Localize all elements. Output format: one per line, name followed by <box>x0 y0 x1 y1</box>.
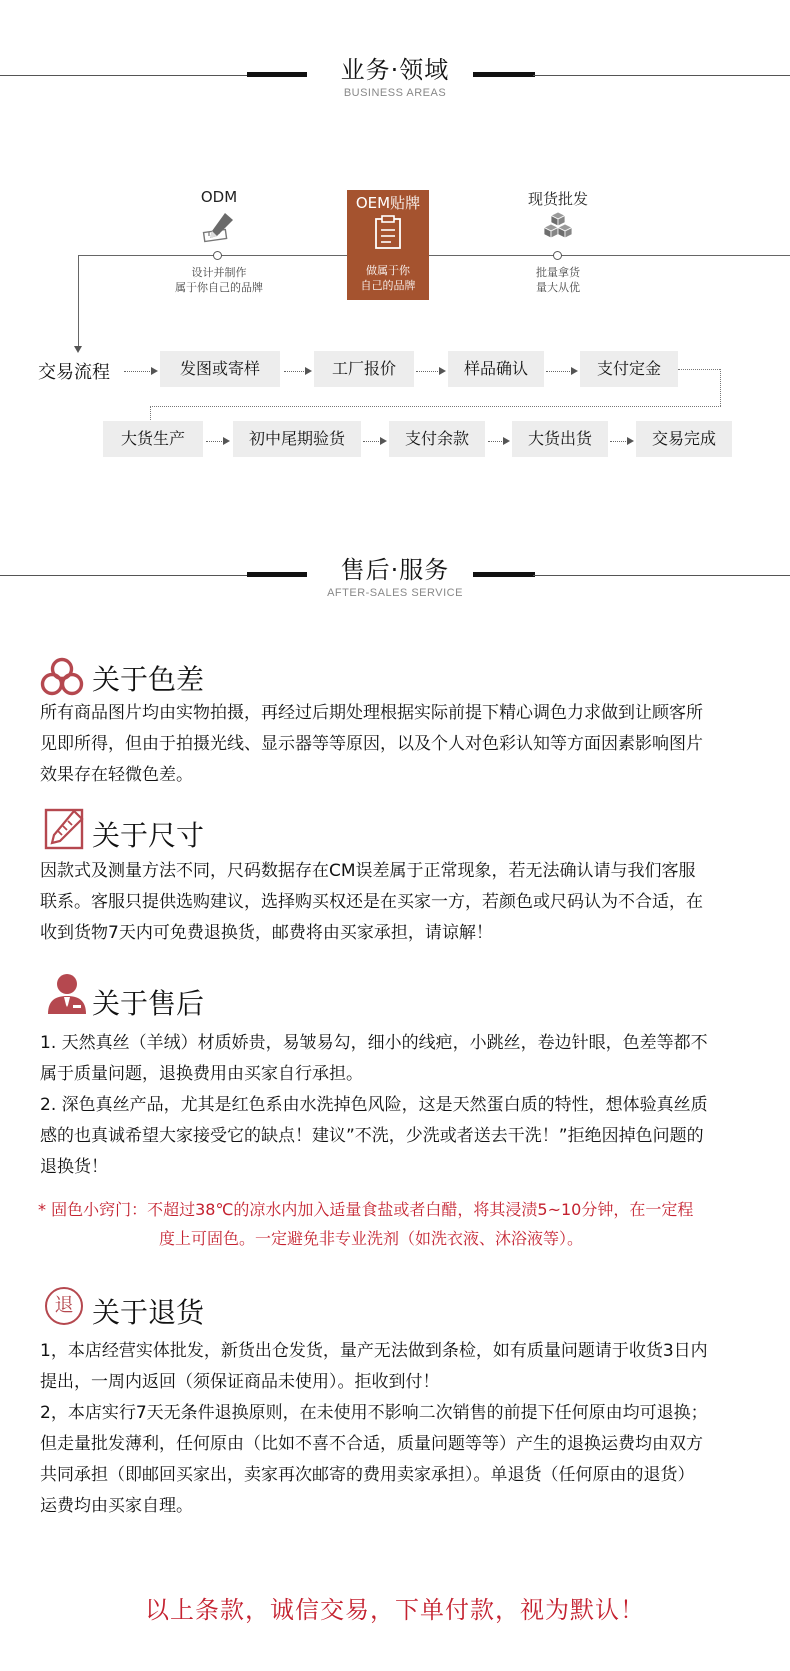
flow-connector-down <box>720 369 721 406</box>
color-fix-tip-2: 度上可固色。一定避免非专业洗剂（如洗衣液、沐浴液等）。 <box>159 1229 584 1248</box>
color-fix-tip-1: * 固色小窍门：不超过38℃的凉水内加入适量食盐或者白醋，将其浸渍5~10分钟，在一定程 <box>38 1200 694 1219</box>
after-sales-line: 感的也真诚希望大家接受它的缺点！建议”不洗，少洗或者送去干洗！”拒绝因掉色问题的 <box>40 1126 704 1146</box>
flow-connector-down2 <box>150 406 151 422</box>
after-sales-line: 2. 深色真丝产品，尤其是红色系由水洗掉色风险，这是天然蛋白质的特性，想体验真丝质 <box>40 1095 708 1115</box>
flow-arrow <box>488 436 510 446</box>
service-subtitle: AFTER-SALES SERVICE <box>327 587 463 599</box>
returns-line: 运费均由买家自理。 <box>40 1496 193 1516</box>
business-subtitle: BUSINESS AREAS <box>343 87 447 99</box>
business-title: 业务·领域 <box>340 56 450 84</box>
area-odm-dot <box>213 251 222 260</box>
color-diff-text <box>40 698 752 791</box>
flow-step-production: 大货生产 <box>103 421 203 457</box>
flow-step-shipment: 大货出货 <box>512 421 608 457</box>
size-line: 因款式及测量方法不同，尺码数据存在CM误差属于正常现象，若无法确认请与我们客服 <box>40 861 696 881</box>
flow-arrow <box>124 366 158 376</box>
final-note: 以上条款，诚信交易，下单付款，视为默认！ <box>145 1596 645 1624</box>
after-sales-line: 属于质量问题，退换费用由买家自行承担。 <box>40 1064 363 1084</box>
flow-step-quote: 工厂报价 <box>314 351 414 387</box>
color-diff-line: 效果存在轻微色差。 <box>40 765 193 785</box>
service-title: 售后·服务 <box>340 556 450 584</box>
returns-line: 1，本店经营实体批发，新货出仓发货，量产无法做到条检，如有质量问题请于收货3日内 <box>40 1341 708 1361</box>
area-oem-label: OEM贴牌 <box>355 194 421 212</box>
returns-line: 共同承担（即邮回买家出，卖家再次邮寄的费用卖家承担）。单退货（任何原由的退货） <box>40 1465 695 1485</box>
area-wholesale-desc2: 量大从优 <box>536 281 580 294</box>
flow-arrow <box>284 366 312 376</box>
area-wholesale-label: 现货批发 <box>527 190 588 208</box>
areas-timeline <box>78 255 790 256</box>
service-person-icon <box>46 972 88 1016</box>
flow-arrow <box>416 366 446 376</box>
flow-step-sample-confirm: 样品确认 <box>448 351 544 387</box>
ruler-icon <box>44 807 88 851</box>
areas-timeline-arrowhead <box>74 346 82 353</box>
color-diff-title: 关于色差 <box>92 663 205 696</box>
area-odm-desc2: 属于你自己的品牌 <box>175 281 263 294</box>
flow-connector-right <box>678 369 720 370</box>
pencil-ruler-icon <box>201 211 237 245</box>
area-oem-desc1: 做属于你 <box>366 264 410 277</box>
color-diff-line: 见即所得，但由于拍摄光线、显示器等等原因，以及个人对色彩认知等方面因素影响图片 <box>40 734 703 754</box>
flow-label: 交易流程 <box>38 362 110 383</box>
size-title: 关于尺寸 <box>92 819 205 852</box>
areas-timeline-drop <box>78 255 79 348</box>
flow-arrow <box>363 436 387 446</box>
return-badge-char: 退 <box>54 1294 74 1316</box>
color-circles-icon <box>40 657 84 697</box>
returns-text <box>40 1336 752 1522</box>
flow-connector-back <box>150 406 721 407</box>
flow-step-deposit: 支付定金 <box>580 351 678 387</box>
area-oem-desc2: 自己的品牌 <box>360 279 416 292</box>
flow-step-balance: 支付余款 <box>389 421 485 457</box>
area-odm-label: ODM <box>200 188 238 206</box>
returns-line: 2，本店实行7天无条件退换原则，在未使用不影响二次销售的前提下任何原由均可退换； <box>40 1403 708 1423</box>
cubes-icon <box>541 211 575 243</box>
clipboard-icon <box>373 214 403 250</box>
area-wholesale-desc1: 批量拿货 <box>536 266 580 279</box>
color-diff-line: 所有商品图片均由实物拍摄，再经过后期处理根据实际前提下精心调色力求做到让顾客所 <box>40 703 703 723</box>
flow-step-complete: 交易完成 <box>636 421 732 457</box>
after-sales-text <box>40 1028 752 1183</box>
return-badge-icon <box>45 1287 83 1325</box>
after-sales-line: 退换货！ <box>40 1157 108 1177</box>
flow-arrow <box>206 436 230 446</box>
returns-line: 提出，一周内返回（须保证商品未使用）。拒收到付！ <box>40 1372 440 1392</box>
returns-title: 关于退货 <box>92 1296 205 1329</box>
flow-step-inspection: 初中尾期验货 <box>233 421 361 457</box>
returns-line: 但走量批发薄利，任何原由（比如不喜不合适，质量问题等等）产生的退换运费均由双方 <box>40 1434 703 1454</box>
after-sales-title: 关于售后 <box>92 987 205 1020</box>
area-wholesale-dot <box>553 251 562 260</box>
size-line: 联系。客服只提供选购建议，选择购买权还是在买家一方，若颜色或尺码认为不合适，在 <box>40 892 703 912</box>
size-text <box>40 856 752 949</box>
size-line: 收到货物7天内可免费退换货，邮费将由买家承担，请谅解！ <box>40 923 493 943</box>
flow-arrow <box>610 436 634 446</box>
flow-step-send-sample: 发图或寄样 <box>160 351 280 387</box>
area-odm-desc1: 设计并制作 <box>191 266 247 279</box>
after-sales-line: 1. 天然真丝（羊绒）材质娇贵，易皱易勾，细小的线疤，小跳丝，卷边针眼，色差等都不 <box>40 1033 708 1053</box>
flow-arrow <box>546 366 578 376</box>
